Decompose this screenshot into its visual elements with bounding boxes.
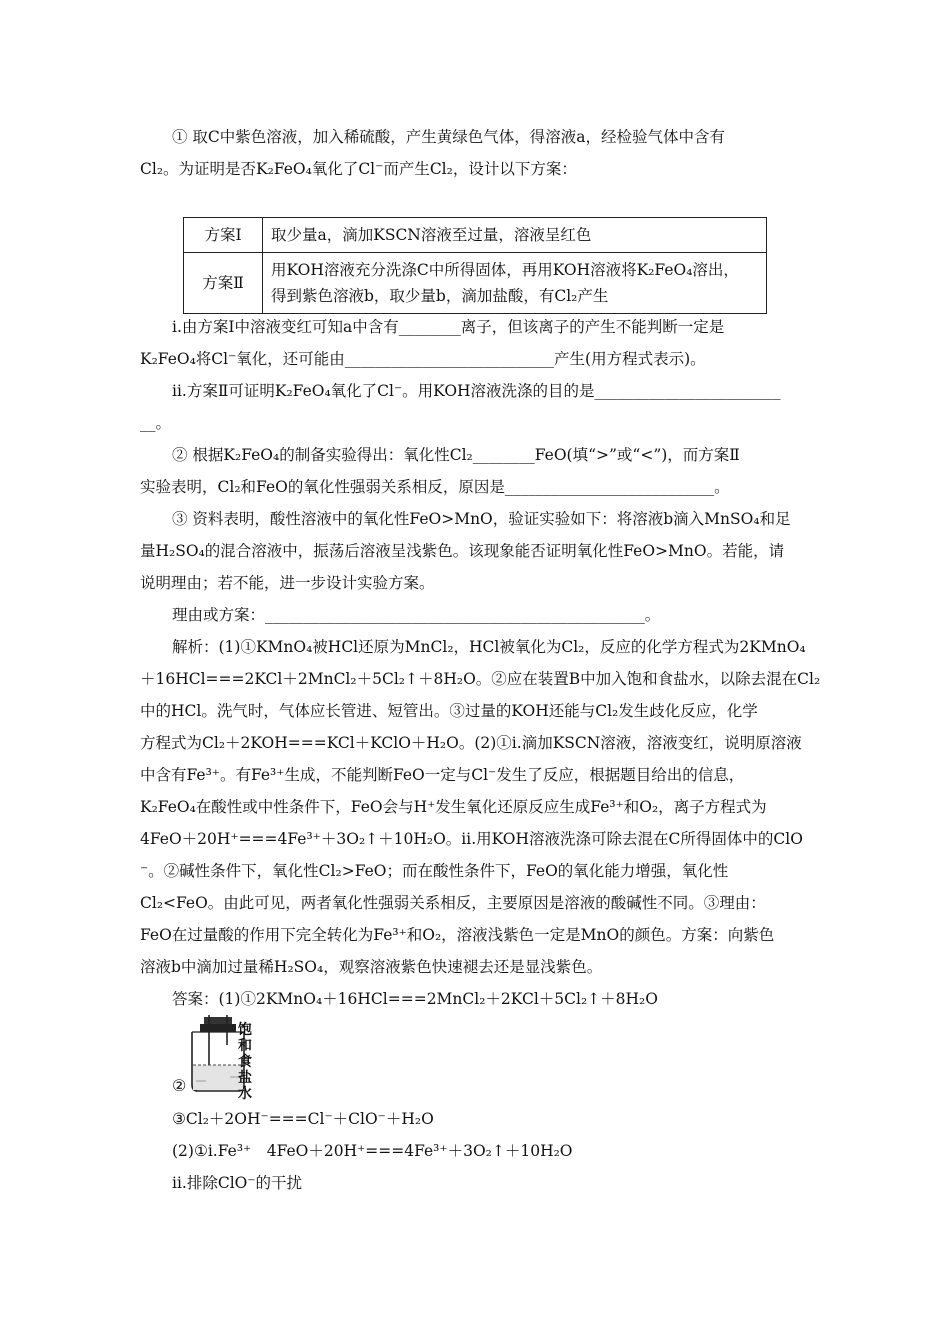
analysis-line-4: 方程式为Cl₂＋2KOH===KCl＋KClO＋H₂O。(2)①ⅰ.滴加KSCN溶液，溶液变红，说明原溶液 [140,734,802,752]
figure-label [236,1022,254,1102]
bottle-stopper-top [204,1017,232,1024]
question-paragraph-3-line-1: ③ 资料表明，酸性溶液中的氧化性FeO>MnO，验证实验如下：将溶液b滴入MnSO₄和足 [172,510,791,528]
bottle-stopper [200,1024,236,1032]
analysis-line-1: 解析：(1)①KMnO₄被HCl还原为MnCl₂，HCl被氧化为Cl₂，反应的化学方程式为2KMnO₄ [172,638,806,656]
analysis-line-9: Cl₂<FeO。由此可见，两者氧化性强弱关系相反，主要原因是溶液的酸碱性不同。③理由： [140,894,766,912]
plan-2-header: 方案Ⅱ [184,253,263,314]
analysis-line-8: ⁻。②碱性条件下，氧化性Cl₂>FeO；而在酸性条件下，FeO的氧化能力增强，氧化性 [140,862,729,880]
question-paragraph-3-line-3: 说明理由；若不能，进一步设计实验方案。 [140,574,435,592]
figure-label-char-2: 和 [238,1038,252,1054]
figure-label-char-1: 饱 [238,1022,252,1038]
answer-line-4: (2)①ⅰ.Fe³⁺ 4FeO＋20H⁺===4Fe³⁺＋3O₂↑＋10H₂O [172,1142,573,1160]
analysis-line-5: 中含有Fe³⁺。有Fe³⁺生成，不能判断FeO一定与Cl⁻发生了反应，根据题目给出的信息， [140,766,745,784]
plan-1-content: 取少量a，滴加KSCN溶液至过量，溶液呈红色 [263,218,767,253]
question-paragraph-2-line-1: ② 根据K₂FeO₄的制备实验得出：氧化性Cl₂________FeO(填“>”或“<”)，而方案Ⅱ [172,446,740,464]
sub-question-i-line-2: K₂FeO₄将Cl⁻氧化，还可能由___________________________产生(用方程式表示)。 [140,350,706,368]
plan-2-content [263,253,767,314]
analysis-line-2: ＋16HCl===2KCl＋2MnCl₂＋5Cl₂↑＋8H₂O。②应在装置B中加入饱和食盐水，以除去混在Cl₂ [140,670,821,688]
figure-label-char-3: 食 [238,1054,252,1070]
analysis-line-6: K₂FeO₄在酸性或中性条件下，FeO会与H⁺发生氧化还原反应生成Fe³⁺和O₂，离子方程式为 [140,798,767,816]
question-paragraph-2-line-2: 实验表明，Cl₂和FeO的氧化性强弱关系相反，原因是___________________________。 [140,478,730,496]
answer-line-3: ③Cl₂＋2OH⁻===Cl⁻＋ClO⁻＋H₂O [172,1110,434,1128]
answer-line-5: ⅱ.排除ClO⁻的干扰 [172,1174,303,1192]
plan-2-content-line-1: 用KOH溶液充分洗涤C中所得固体，再用KOH溶液将K₂FeO₄溶出， [271,261,739,279]
plan-row-1 [184,218,767,253]
plan-table [183,217,767,314]
sub-question-i-line-1: ⅰ.由方案Ⅰ中溶液变红可知a中含有________离子，但该离子的产生不能判断一定是 [172,318,725,336]
sub-question-ii-line-1: ⅱ.方案Ⅱ可证明K₂FeO₄氧化了Cl⁻。用KOH溶液洗涤的目的是________________________ [172,382,781,400]
plan-row-2 [184,253,767,314]
analysis-line-3: 中的HCl。洗气时，气体应长管进、短管出。③过量的KOH还能与Cl₂发生歧化反应，化学 [140,702,758,720]
answer-line-1: 答案：(1)①2KMnO₄＋16HCl===2MnCl₂＋2KCl＋5Cl₂↑＋8H₂O [172,990,658,1008]
analysis-line-11: 溶液b中滴加过量稀H₂SO₄，观察溶液紫色快速褪去还是显浅紫色。 [140,958,603,976]
analysis-line-10: FeO在过量酸的作用下完全转化为Fe³⁺和O₂，溶液浅紫色一定是MnO的颜色。方案：向紫色 [140,926,775,944]
figure-label-char-5: 水 [238,1086,252,1102]
question-paragraph-3-line-2: 量H₂SO₄的混合溶液中，振荡后溶液呈浅紫色。该现象能否证明氧化性FeO>MnO。若能，请 [140,542,785,560]
figure-number: ② [172,1076,187,1095]
analysis-line-7: 4FeO＋20H⁺===4Fe³⁺＋3O₂↑＋10H₂O。ⅱ.用KOH溶液洗涤可除去混在C所得固体中的ClO [140,830,803,848]
plan-1-header: 方案Ⅰ [184,218,263,253]
figure-label-char-4: 盐 [238,1070,252,1086]
plan-2-content-line-2: 得到紫色溶液b，取少量b，滴加盐酸，有Cl₂产生 [271,287,609,305]
reason-or-plan-line: 理由或方案：_________________________________________________。 [172,606,661,624]
question-paragraph-1-line-2: Cl₂。为证明是否K₂FeO₄氧化了Cl⁻而产生Cl₂，设计以下方案： [140,160,577,178]
sub-question-ii-line-2: __。 [140,414,172,432]
question-paragraph-1-line-1: ① 取C中紫色溶液，加入稀硫酸，产生黄绿色气体，得溶液a，经检验气体中含有 [172,128,726,146]
